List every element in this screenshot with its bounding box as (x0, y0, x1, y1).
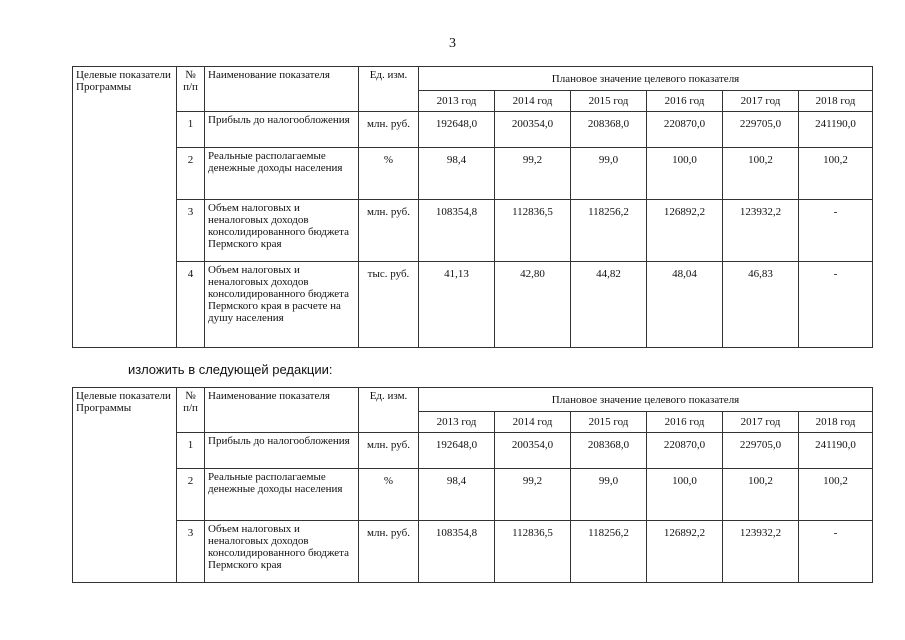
value-cell: 44,82 (571, 262, 647, 348)
value-cell: 100,2 (799, 148, 873, 200)
value-cell: 98,4 (419, 469, 495, 521)
value-cell: 126892,2 (647, 521, 723, 583)
row-number: 1 (177, 112, 205, 148)
value-cell: 100,2 (799, 469, 873, 521)
indicator-name: Объем налоговых и неналоговых доходов консолидированного бюджета Пермского края (205, 200, 359, 262)
indicator-name: Объем налоговых и неналоговых доходов консолидированного бюджета Пермского края (205, 521, 359, 583)
indicator-name: Реальные располагаемые денежные доходы населения (205, 469, 359, 521)
value-cell: 99,2 (495, 148, 571, 200)
value-cell: 126892,2 (647, 200, 723, 262)
value-cell: 192648,0 (419, 112, 495, 148)
table-row (73, 433, 873, 469)
value-cell: 208368,0 (571, 112, 647, 148)
value-cell: 98,4 (419, 148, 495, 200)
value-cell: 108354,8 (419, 200, 495, 262)
plan-header: Плановое значение целевого показателя (419, 388, 873, 412)
name-header: Наименование показателя (205, 67, 359, 112)
value-cell: 100,2 (723, 469, 799, 521)
name-header: Наименование показателя (205, 388, 359, 433)
plan-header: Плановое значение целевого показателя (419, 67, 873, 91)
year-header: 2018 год (799, 91, 873, 112)
value-cell: 48,04 (647, 262, 723, 348)
value-cell: 112836,5 (495, 200, 571, 262)
row-number: 3 (177, 521, 205, 583)
value-cell: 200354,0 (495, 433, 571, 469)
value-cell: 100,2 (723, 148, 799, 200)
row-number: 4 (177, 262, 205, 348)
indicator-unit: млн. руб. (359, 200, 419, 262)
value-cell: 99,0 (571, 148, 647, 200)
table-row (73, 521, 873, 583)
value-cell: 229705,0 (723, 433, 799, 469)
table-row (73, 148, 873, 200)
value-cell: 108354,8 (419, 521, 495, 583)
unit-header: Ед. изм. (359, 67, 419, 112)
indicators-table-old (72, 66, 873, 348)
year-header: 2013 год (419, 91, 495, 112)
year-header: 2014 год (495, 412, 571, 433)
row-number: 2 (177, 469, 205, 521)
table-row (73, 262, 873, 348)
goals-header: Целевые показатели Программы (73, 67, 177, 348)
value-cell: 118256,2 (571, 521, 647, 583)
value-cell: 241190,0 (799, 112, 873, 148)
table-row (73, 200, 873, 262)
value-cell: 100,0 (647, 469, 723, 521)
year-header: 2014 год (495, 91, 571, 112)
indicator-name: Реальные располагаемые денежные доходы населения (205, 148, 359, 200)
row-number: 1 (177, 433, 205, 469)
row-number: 2 (177, 148, 205, 200)
year-header: 2017 год (723, 91, 799, 112)
number-header: № п/п (177, 67, 205, 112)
value-cell: - (799, 262, 873, 348)
indicator-unit: млн. руб. (359, 433, 419, 469)
table-row (73, 112, 873, 148)
indicator-unit: млн. руб. (359, 521, 419, 583)
indicator-name: Объем налоговых и неналоговых доходов консолидированного бюджета Пермского края в расчете на душу населения (205, 262, 359, 348)
year-header: 2018 год (799, 412, 873, 433)
value-cell: 46,83 (723, 262, 799, 348)
indicator-unit: % (359, 148, 419, 200)
year-header: 2015 год (571, 412, 647, 433)
value-cell: 99,2 (495, 469, 571, 521)
indicators-table-new (72, 387, 873, 583)
value-cell: 112836,5 (495, 521, 571, 583)
page-number: 3 (449, 36, 456, 51)
indicator-unit: % (359, 469, 419, 521)
year-header: 2016 год (647, 412, 723, 433)
value-cell: 100,0 (647, 148, 723, 200)
goals-header: Целевые показатели Программы (73, 388, 177, 583)
row-number: 3 (177, 200, 205, 262)
value-cell: 42,80 (495, 262, 571, 348)
indicator-name: Прибыль до налогообложения (205, 433, 359, 469)
year-header: 2013 год (419, 412, 495, 433)
number-header: № п/п (177, 388, 205, 433)
value-cell: 220870,0 (647, 433, 723, 469)
value-cell: 220870,0 (647, 112, 723, 148)
value-cell: 241190,0 (799, 433, 873, 469)
value-cell: - (799, 521, 873, 583)
value-cell: 123932,2 (723, 521, 799, 583)
table-row (73, 469, 873, 521)
value-cell: - (799, 200, 873, 262)
value-cell: 41,13 (419, 262, 495, 348)
indicator-unit: тыс. руб. (359, 262, 419, 348)
value-cell: 200354,0 (495, 112, 571, 148)
value-cell: 118256,2 (571, 200, 647, 262)
year-header: 2015 год (571, 91, 647, 112)
year-header: 2016 год (647, 91, 723, 112)
year-header: 2017 год (723, 412, 799, 433)
value-cell: 99,0 (571, 469, 647, 521)
unit-header: Ед. изм. (359, 388, 419, 433)
transition-text: изложить в следующей редакции: (128, 362, 333, 377)
value-cell: 192648,0 (419, 433, 495, 469)
value-cell: 208368,0 (571, 433, 647, 469)
value-cell: 229705,0 (723, 112, 799, 148)
value-cell: 123932,2 (723, 200, 799, 262)
indicator-unit: млн. руб. (359, 112, 419, 148)
indicator-name: Прибыль до налогообложения (205, 112, 359, 148)
